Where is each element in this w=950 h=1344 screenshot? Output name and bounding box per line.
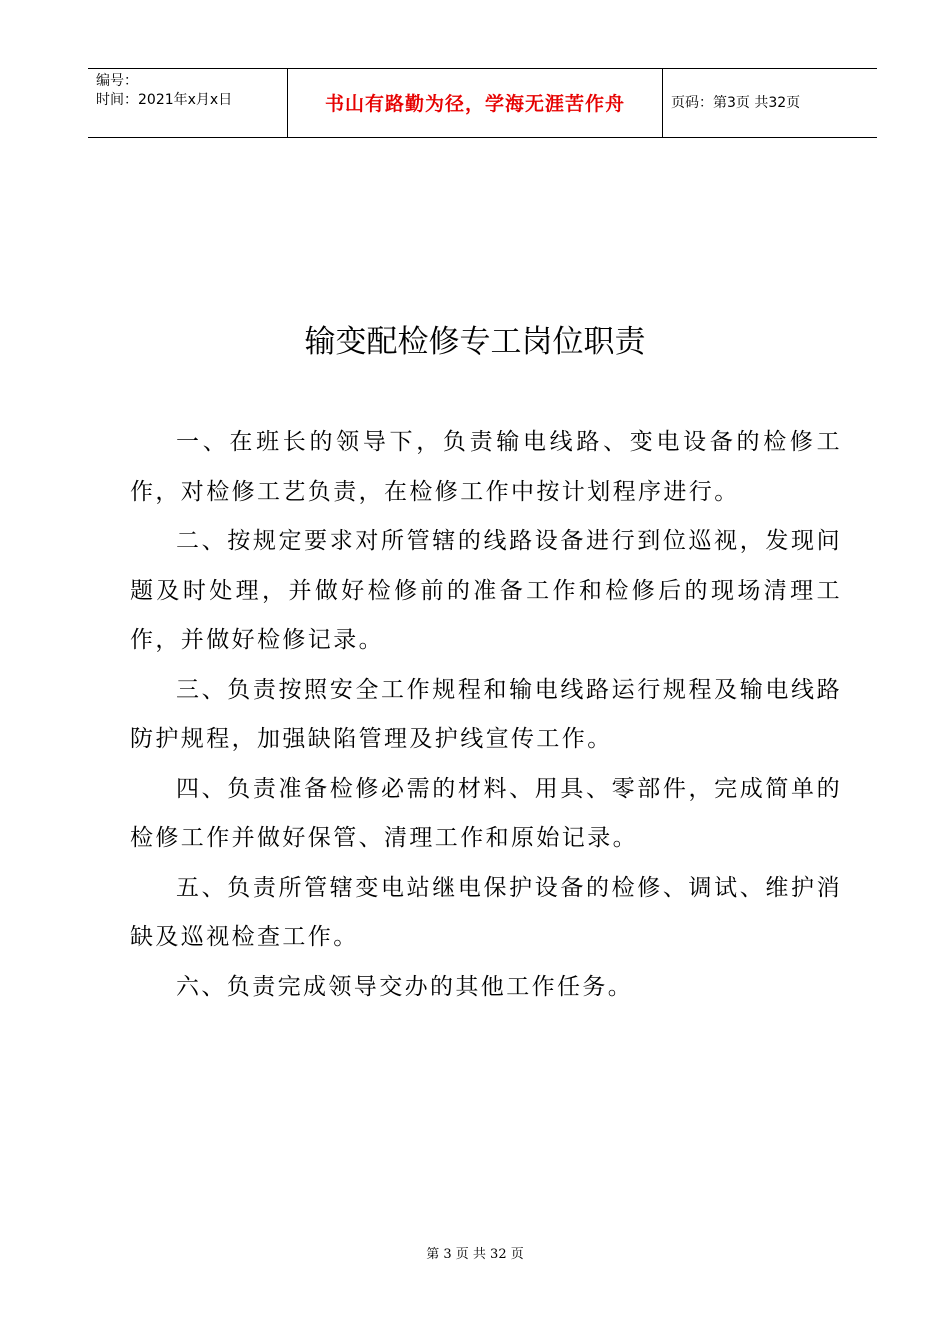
document-title: 输变配检修专工岗位职责: [304, 324, 646, 360]
duty-paragraph: 一、在班长的领导下，负责输电线路、变电设备的检修工作，对检修工艺负责，在检修工作中按计划程序进行。: [130, 429, 842, 505]
page-footer: 第 3 页 共 32 页: [426, 1247, 524, 1262]
duty-paragraph: 三、负责按照安全工作规程和输电线路运行规程及输电线路防护规程，加强缺陷管理及护线宣传工作。: [130, 676, 842, 752]
duty-paragraph: 四、负责准备检修必需的材料、用具、零部件，完成简单的检修工作并做好保管、清理工作和原始记录。: [130, 775, 842, 851]
page-header: [88, 68, 877, 138]
duty-paragraph: 二、按规定要求对所管辖的线路设备进行到位巡视，发现问题及时处理，并做好检修前的准备工作和检修后的现场清理工作，并做好检修记录。: [130, 528, 842, 653]
header-motto: 书山有路勤为径，学海无涯苦作舟: [324, 93, 625, 115]
duty-paragraph: 五、负责所管辖变电站继电保护设备的检修、调试、维护消缺及巡视检查工作。: [130, 874, 842, 950]
document-number-label: 编号：: [96, 73, 138, 89]
document-time-label: 时间：2021年x月x日: [96, 92, 233, 108]
header-page-cell: [663, 69, 877, 137]
header-motto-cell: [287, 69, 663, 137]
duty-paragraph: 六、负责完成领导交办的其他工作任务。: [176, 973, 634, 1000]
header-meta-cell: [88, 69, 287, 137]
document-body: [130, 418, 842, 1012]
header-page-code: 页码：第3页 共32页: [671, 95, 801, 111]
